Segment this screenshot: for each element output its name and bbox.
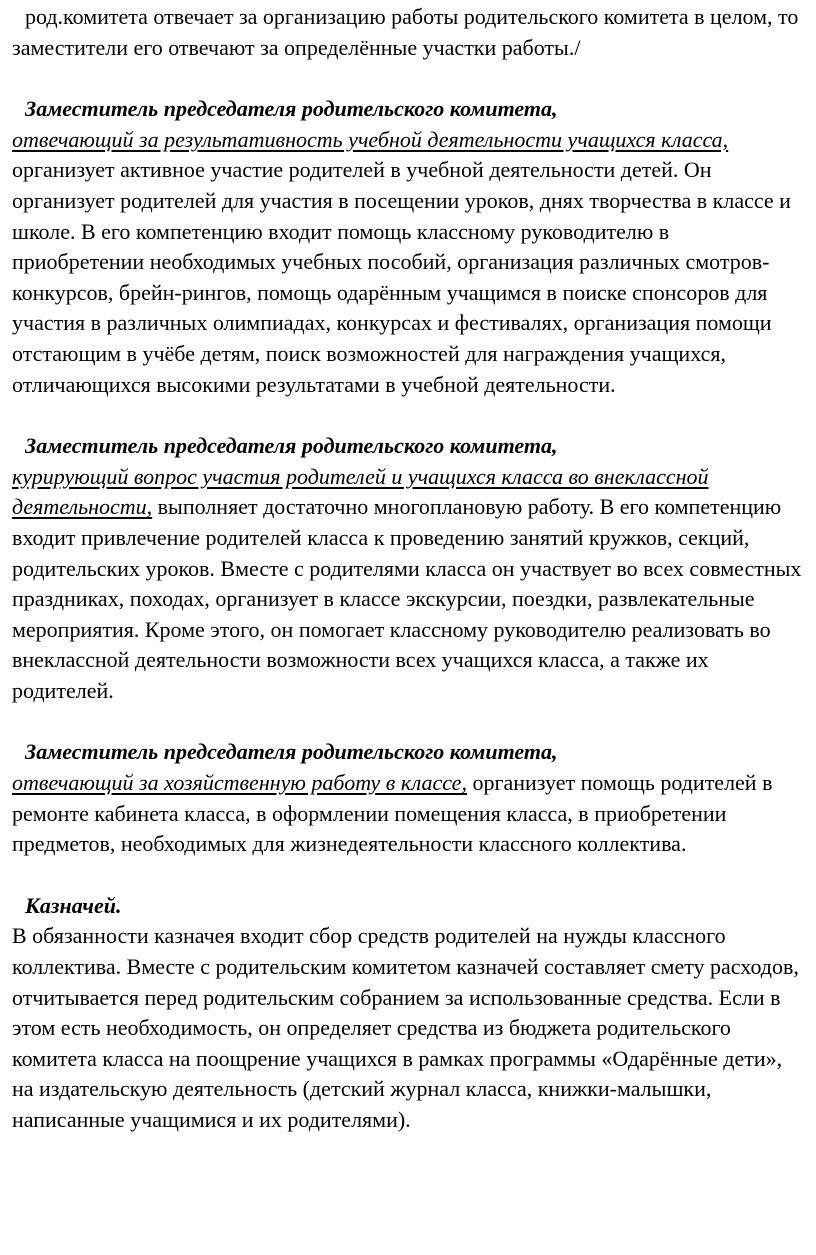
section-paragraph <box>12 921 804 1135</box>
section-heading: Заместитель председателя родительского комитета, <box>25 739 558 765</box>
section-paragraph <box>12 125 804 400</box>
section-body: организует активное участие родителей в учебной деятельности детей. Он организует родителей для участия в посещении уроков, днях творчества в классе и школе. В его компетенцию входит помощь классному руководителю в приобретении необходимых учебных пособий, организация различных смотров-конкурсов, брейн-рингов, помощь одарённым учащимся в поиске спонсоров для участия в различных олимпиадах, конкурсах и фестивалях, организация помощи отстающим в учёбе детям, поиск возможностей для награждения учащихся, отличающихся высокими результатами в учебной деятельности. <box>12 157 791 397</box>
section-treasurer <box>12 891 804 1136</box>
underlined-role: отвечающий за результативность учебной деятельности учащихся класса, <box>12 126 729 152</box>
underlined-role: курирующий вопрос участия родителей и учащихся класса во внеклассной деятельности, <box>12 463 709 520</box>
intro-paragraph: род.комитета отвечает за организацию работы родительского комитета в целом, то заместители его отвечают за определённые участки работы./ <box>12 4 799 60</box>
section-extracurricular-deputy <box>12 431 804 706</box>
section-paragraph <box>12 768 804 860</box>
section-heading: Казначей. <box>25 892 122 918</box>
section-body: выполняет достаточно многоплановую работу. В его компетенцию входит привлечение родителей класса к проведению занятий кружков, секций, родительских уроков. Вместе с родителями класса он участвует во всех совместных праздниках, походах, организует в классе экскурсии, поездки, развлекательные мероприятия. Кроме этого, он помогает классному руководителю реализовать во внеклассной деятельности возможности всех учащихся класса, а также их родителей. <box>12 494 802 703</box>
document-page <box>12 0 804 1136</box>
section-academic-deputy <box>12 94 804 400</box>
section-heading: Заместитель председателя родительского комитета, <box>25 433 558 459</box>
section-body: В обязанности казначея входит сбор средств родителей на нужды классного коллектива. Вместе с родительским комитетом казначей составляет смету расходов, отчитывается перед родительским собранием за использованные средства. Если в этом есть необходимость, он определяет средства из бюджета родительского комитета класса на поощрение учащихся в рамках программы «Одарённые дети», на издательскую деятельность (детский журнал класса, книжки-малышки, написанные учащимися и их родителями). <box>12 923 799 1132</box>
section-paragraph <box>12 462 804 707</box>
underlined-role: отвечающий за хозяйственную работу в классе, <box>12 770 467 796</box>
section-household-deputy <box>12 737 804 859</box>
section-body: организует помощь родителей в ремонте кабинета класса, в оформлении помещения класса, в приобретении предметов, необходимых для жизнедеятельности классного коллектива. <box>12 770 773 857</box>
section-heading: Заместитель председателя родительского комитета, <box>25 96 558 122</box>
